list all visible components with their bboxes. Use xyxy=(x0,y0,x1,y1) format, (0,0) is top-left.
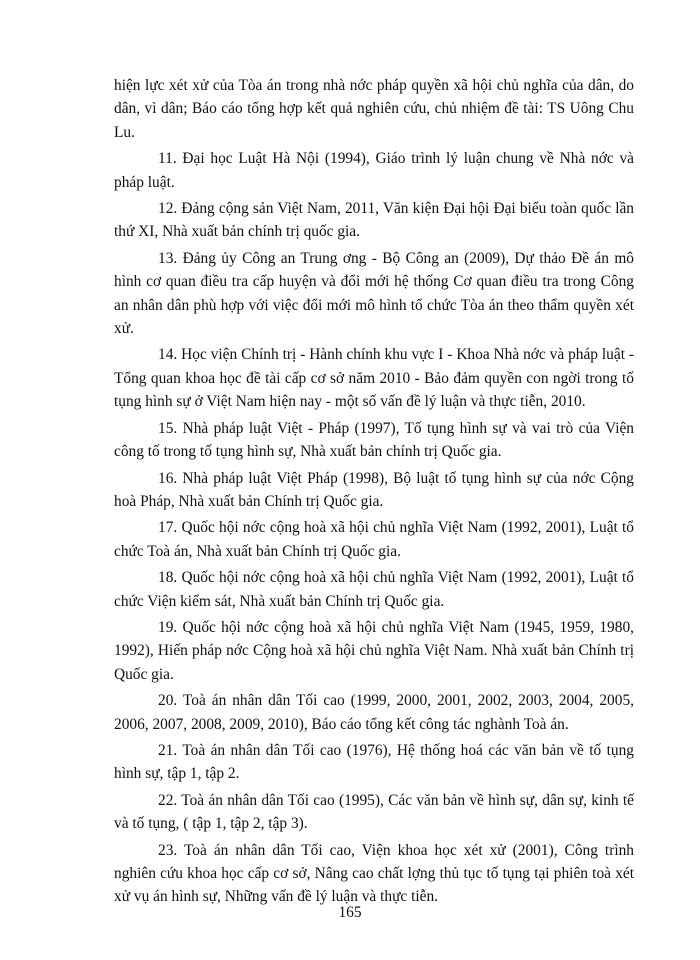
reference-item-12: 12. Đảng cộng sản Việt Nam, 2011, Văn kiện Đại hội Đại biểu toàn quốc lần thứ XI, Nhà xuất bản chính trị quốc gia. xyxy=(114,200,634,241)
reference-item-20: 20. Toà án nhân dân Tối cao (1999, 2000, 2001, 2002, 2003, 2004, 2005, 2006, 2007, 2008, 2009, 2010), Báo cáo tổng kết công tác nghành Toà án. xyxy=(114,692,634,733)
reference-item-11: 11. Đại học Luật Hà Nội (1994), Giáo trình lý luận chung về Nhà nớc và pháp luật. xyxy=(114,150,634,191)
reference-item-23: 23. Toà án nhân dân Tối cao, Viện khoa học xét xử (2001), Công trình nghiên cứu khoa học cấp cơ sở, Nâng cao chất lợng thủ tục tố tụng tại phiên toà xét xử vụ án hình sự, Những vấn đề lý luận và thực tiễn. xyxy=(114,841,634,906)
reference-item-19: 19. Quốc hội nớc cộng hoà xã hội chủ nghĩa Việt Nam (1945, 1959, 1980, 1992), Hiến pháp nớc Cộng hoà xã hội chủ nghĩa Việt Nam. Nhà xuất bản Chính trị Quốc gia. xyxy=(114,618,634,683)
reference-item-16: 16. Nhà pháp luật Việt Pháp (1998), Bộ luật tố tụng hình sự của nớc Cộng hoà Pháp, Nhà xuất bản Chính trị Quốc gia. xyxy=(114,469,634,510)
page-number: 165 xyxy=(338,904,362,921)
reference-item-14: 14. Học viện Chính trị - Hành chính khu vực I - Khoa Nhà nớc và pháp luật - Tổng quan khoa học đề tài cấp cơ sở năm 2010 - Bảo đảm quyền con ngời trong tố tụng hình sự ở Việt Nam hiện nay - một số vấn đề lý luận và thực tiễn, 2010. xyxy=(114,346,634,411)
references-body xyxy=(114,74,634,912)
reference-item-18: 18. Quốc hội nớc cộng hoà xã hội chủ nghĩa Việt Nam (1992, 2001), Luật tổ chức Viện kiểm sát, Nhà xuất bản Chính trị Quốc gia. xyxy=(114,569,634,610)
reference-item-17: 17. Quốc hội nớc cộng hoà xã hội chủ nghĩa Việt Nam (1992, 2001), Luật tổ chức Toà án, Nhà xuất bản Chính trị Quốc gia. xyxy=(114,519,634,560)
reference-item-22: 22. Toà án nhân dân Tối cao (1995), Các văn bản về hình sự, dân sự, kinh tế và tố tụng, ( tập 1, tập 2, tập 3). xyxy=(114,791,634,833)
reference-item-13: 13. Đảng ủy Công an Trung ơng - Bộ Công an (2009), Dự thảo Đề án mô hình cơ quan điều tra cấp huyện và đổi mới hệ thống Cơ quan điều tra trong Công an nhân dân phù hợp với việc đổi mới mô hình tổ chức Tòa án theo thẩm quyền xét xử. xyxy=(114,249,634,338)
reference-item-21: 21. Toà án nhân dân Tối cao (1976), Hệ thống hoá các văn bản về tố tụng hình sự, tập 1, tập 2. xyxy=(114,741,634,783)
reference-continuation: hiện lực xét xử của Tòa án trong nhà nớc pháp quyền xã hội chủ nghĩa của dân, do dân, vì dân; Báo cáo tổng hợp kết quả nghiên cứu, chủ nhiệm đề tài: TS Uông Chu Lu. xyxy=(114,77,634,141)
reference-item-15: 15. Nhà pháp luật Việt - Pháp (1997), Tố tụng hình sự và vai trò của Viện công tố trong tố tụng hình sự, Nhà xuất bản chính trị Quốc gia. xyxy=(114,419,634,461)
